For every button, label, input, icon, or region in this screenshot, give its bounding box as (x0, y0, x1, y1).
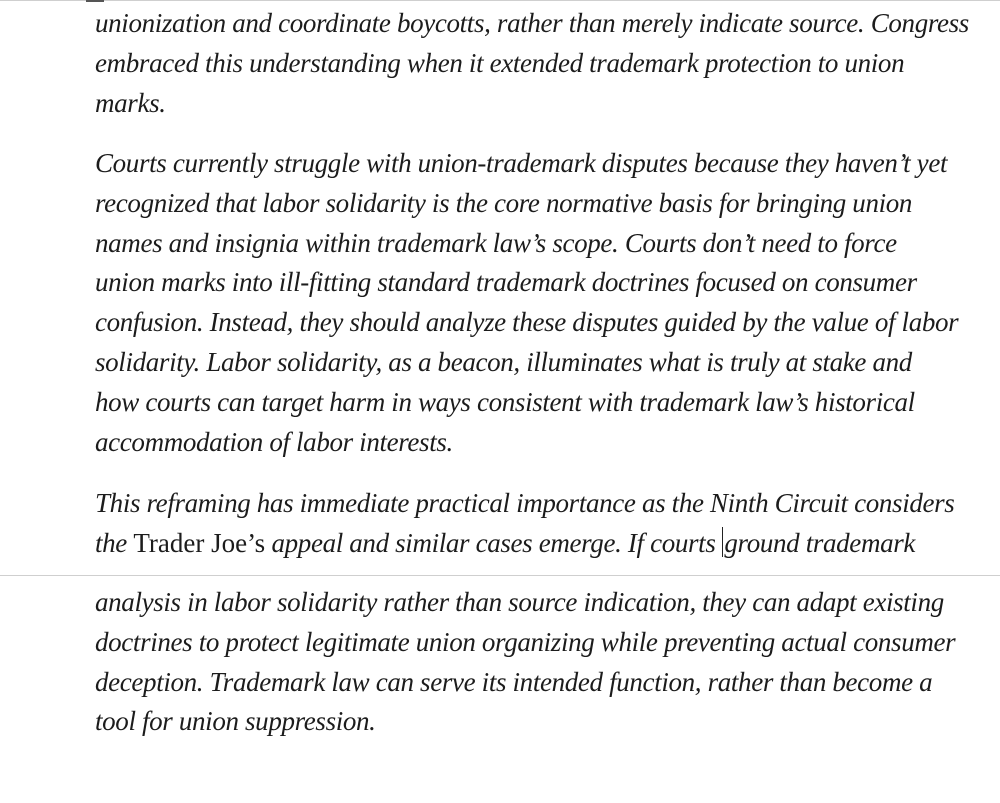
text-line: This reframing has immediate practical importance as the Ninth Circuit considers (95, 488, 955, 518)
text-segment: appeal and similar cases emerge. If courts (265, 527, 722, 558)
text-line: how courts can target harm in ways consistent with trademark law’s historical (95, 386, 915, 417)
page-break-divider (0, 575, 1000, 576)
paragraph-2[interactable] (95, 144, 959, 462)
text-line: tool for union suppression. (95, 706, 376, 737)
text-line: solidarity. Labor solidarity, as a beacon, illuminates what is truly at stake and (95, 346, 912, 377)
paragraph-1[interactable] (95, 4, 969, 123)
text-line: deception. Trademark law can serve its intended function, rather than become a (95, 666, 933, 697)
text-line: accommodation of labor interests. (95, 426, 453, 457)
text-segment: ground trademark (724, 527, 916, 558)
text-line: confusion. Instead, they should analyze these disputes guided by the value of labor (95, 307, 959, 338)
paragraph-3-continued[interactable] (95, 583, 956, 742)
paragraph-3[interactable] (95, 484, 955, 564)
text-line: unionization and coordinate boycotts, rather than merely indicate source. Congress (95, 8, 969, 38)
text-line: marks. (95, 87, 166, 118)
text-line: Courts currently struggle with union-trademark disputes because they haven’t yet (95, 148, 948, 178)
text-line (95, 524, 935, 564)
page-corner-mark (86, 0, 104, 2)
text-line: names and insignia within trademark law’s scope. Courts don’t need to force (95, 227, 897, 258)
text-line: analysis in labor solidarity rather than source indication, they can adapt existing (95, 587, 944, 617)
case-name: Trader Joe’s (133, 527, 266, 558)
text-line: union marks into ill-fitting standard trademark doctrines focused on consumer (95, 267, 917, 298)
page-top-edge (0, 0, 1000, 1)
text-line: embraced this understanding when it extended trademark protection to union (95, 47, 905, 78)
text-line: recognized that labor solidarity is the core normative basis for bringing union (95, 187, 913, 218)
text-segment: the (95, 527, 134, 558)
text-line: doctrines to protect legitimate union organizing while preventing actual consumer (95, 626, 956, 657)
